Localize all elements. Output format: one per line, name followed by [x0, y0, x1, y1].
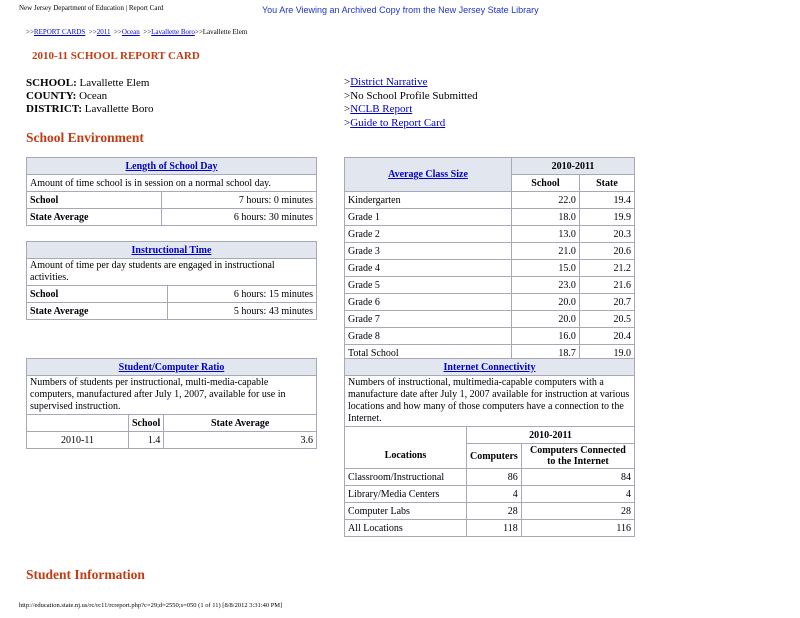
student-computer-table: Student/Computer Ratio Numbers of students per instructional, multi-media-capable computers, manufactured after July 1, 2007, available for use in supervised instruction. School State Average 2010-11 1.4 3.6 — [26, 358, 317, 449]
district-narrative-link[interactable]: District Narrative — [350, 76, 428, 88]
page-footer-url: http://education.state.nj.us/rc/rc11/rcreport.php?c=29;d=2550;s=050 (1 of 11) [8/8/2012 3:31:40 PM] — [19, 602, 283, 609]
internet-table: Internet Connectivity Numbers of instructional, multimedia-capable computers with a manufacture date after July 1, 2007 available for instruction at various locations and how many of those computers have a connection to the Internet. 2010-2011 Locations Computers Computers Connected to the Internet Classroom/Instructional 86 84 Library/Media Centers 4 4 Computer Labs 28 28 All Locations 118 116 — [344, 358, 635, 537]
section-school-environment: School Environment — [26, 130, 144, 145]
breadcrumb-lavallette-boro[interactable]: Lavallette Boro — [151, 28, 195, 36]
school-info: SCHOOL: Lavallette Elem COUNTY: Ocean DISTRICT: Lavallette Boro — [26, 77, 154, 115]
nclb-report-link[interactable]: NCLB Report — [350, 103, 413, 115]
page-header-left: New Jersey Department of Education | Report Card — [19, 4, 164, 12]
county-name: Ocean — [79, 90, 108, 102]
class-size-link[interactable]: Average Class Size — [388, 169, 468, 180]
district-name: Lavallette Boro — [84, 103, 154, 115]
student-computer-link[interactable]: Student/Computer Ratio — [118, 361, 225, 373]
archive-notice: You Are Viewing an Archived Copy from the New Jersey State Library — [262, 5, 539, 15]
report-links: >District Narrative >No School Profile Submitted >NCLB Report >Guide to Report Card — [344, 76, 478, 129]
table-row: Grade 4 15.0 21.2 — [345, 260, 635, 277]
internet-link[interactable]: Internet Connectivity — [443, 361, 536, 373]
table-row: Grade 8 16.0 20.4 — [345, 328, 635, 345]
breadcrumb-current: >>Lavallette Elem — [194, 28, 248, 36]
breadcrumb-report-cards[interactable]: REPORT CARDS — [33, 28, 86, 36]
table-row: Library/Media Centers 4 4 — [345, 486, 635, 503]
table-row: Grade 2 13.0 20.3 — [345, 226, 635, 243]
table-row: Computer Labs 28 28 — [345, 503, 635, 520]
no-profile-text: >No School Profile Submitted — [344, 89, 478, 102]
table-row: All Locations 118 116 — [345, 520, 635, 537]
table-row: Grade 1 18.0 19.9 — [345, 209, 635, 226]
table-row: Total School 18.7 19.0 — [345, 345, 635, 362]
section-student-information: Student Information — [26, 567, 145, 582]
breadcrumb-ocean[interactable]: Ocean — [121, 28, 140, 36]
class-size-table: Average Class Size 2010-2011 School State Kindergarten 22.0 19.4 Grade 1 18.0 19.9 Grade 2 13.0 20.3 Grade 3 21.0 20.6 Grade 4 15.0 21.2 Grade 5 23.0 21.6 Grade 6 20.0 20.7 Grade 7 20.0 20.5 Grade 8 16.0 20.4 Total School 18.7 19.0 — [344, 157, 635, 362]
length-of-day-link[interactable]: Length of School Day — [125, 160, 218, 172]
page-title: 2010-11 SCHOOL REPORT CARD — [32, 50, 200, 62]
table-row: Grade 6 20.0 20.7 — [345, 294, 635, 311]
table-row: Kindergarten 22.0 19.4 — [345, 192, 635, 209]
guide-link[interactable]: Guide to Report Card — [350, 116, 446, 129]
instructional-time-table: Instructional Time Amount of time per day students are engaged in instructional activities. School 6 hours: 15 minutes State Average 5 hours: 43 minutes — [26, 241, 317, 320]
table-row: Grade 7 20.0 20.5 — [345, 311, 635, 328]
instructional-time-link[interactable]: Instructional Time — [131, 244, 212, 256]
table-row: Grade 3 21.0 20.6 — [345, 243, 635, 260]
table-row: Grade 5 23.0 21.6 — [345, 277, 635, 294]
length-of-day-table: Length of School Day Amount of time school is in session on a normal school day. School 7 hours: 0 minutes State Average 6 hours: 30 minutes — [26, 157, 317, 226]
table-row: Classroom/Instructional 86 84 — [345, 469, 635, 486]
breadcrumb-2011[interactable]: 2011 — [96, 28, 111, 36]
breadcrumb: >>REPORT CARDS >>2011 >>Ocean >>Lavallette Boro>>Lavallette Elem — [26, 28, 248, 36]
school-name: Lavallette Elem — [79, 77, 150, 89]
